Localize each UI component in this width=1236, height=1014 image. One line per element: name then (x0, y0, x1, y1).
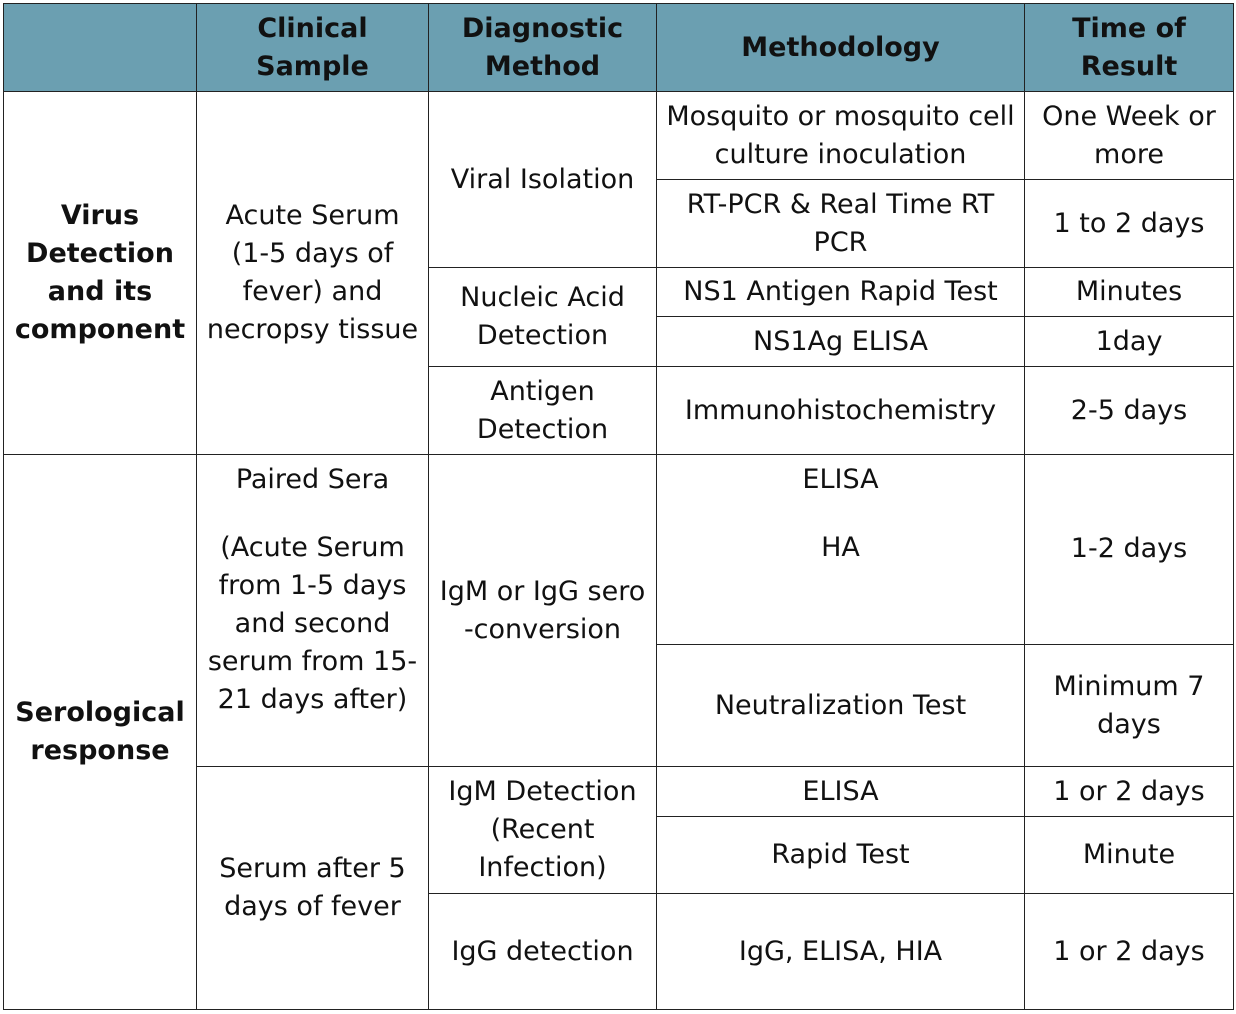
time-cell: Minimum 7 days (1025, 645, 1234, 767)
nucleic-acid-method: Nucleic Acid Detection (429, 268, 657, 367)
header-clinical-sample: Clinical Sample (197, 4, 429, 92)
time-cell: 1 or 2 days (1025, 767, 1234, 817)
header-time-of-result: Time of Result (1025, 4, 1234, 92)
virus-section-label: Virus Detection and its component (4, 92, 197, 455)
time-cell: 1 to 2 days (1025, 180, 1234, 268)
time-cell: 1day (1025, 317, 1234, 367)
paired-sera-sample (197, 455, 429, 767)
diagnostic-methods-table (3, 3, 1234, 1010)
virus-sample: Acute Serum (1-5 days of fever) and necropsy tissue (197, 92, 429, 455)
header-row (4, 4, 1234, 92)
time-cell: Minute (1025, 817, 1234, 894)
methodology-cell: RT-PCR & Real Time RT PCR (657, 180, 1025, 268)
igg-detection-method: IgG detection (429, 894, 657, 1010)
time-cell: 2-5 days (1025, 367, 1234, 455)
paired-sera-time: 1-2 days (1070, 533, 1188, 564)
viral-isolation-method: Viral Isolation (429, 92, 657, 268)
antigen-method: Antigen Detection (429, 367, 657, 455)
header-methodology: Methodology (657, 4, 1025, 92)
time-cell (1025, 455, 1234, 645)
methodology-cell: Rapid Test (657, 817, 1025, 894)
serological-section-label: Serological response (4, 455, 197, 1010)
time-cell: Minutes (1025, 268, 1234, 317)
methodology-cell: Immunohistochemistry (657, 367, 1025, 455)
table-row (4, 455, 1234, 645)
methodology-cell: ELISA (657, 767, 1025, 817)
paired-sera-title: Paired Sera (235, 464, 390, 495)
methodology-cell: NS1Ag ELISA (657, 317, 1025, 367)
spacer (663, 499, 1018, 529)
spacer (203, 499, 422, 529)
methodology-cell: Mosquito or mosquito cell culture inoculation (657, 92, 1025, 180)
methodology-cell (657, 455, 1025, 645)
header-blank (4, 4, 197, 92)
methodology-elisa: ELISA (802, 464, 879, 495)
methodology-cell: NS1 Antigen Rapid Test (657, 268, 1025, 317)
time-cell: One Week or more (1025, 92, 1234, 180)
table-row (4, 92, 1234, 180)
methodology-ha: HA (821, 532, 860, 563)
header-diagnostic-method: Diagnostic Method (429, 4, 657, 92)
paired-sera-detail: (Acute Serum from 1-5 days and second serum from 15-21 days after) (207, 532, 418, 715)
methodology-cell: IgG, ELISA, HIA (657, 894, 1025, 1010)
time-cell: 1 or 2 days (1025, 894, 1234, 1010)
methodology-cell: Neutralization Test (657, 645, 1025, 767)
igm-detection-method: IgM Detection (Recent Infection) (429, 767, 657, 894)
seroconversion-method: IgM or IgG sero -conversion (429, 455, 657, 767)
serum-after-sample: Serum after 5 days of fever (197, 767, 429, 1010)
